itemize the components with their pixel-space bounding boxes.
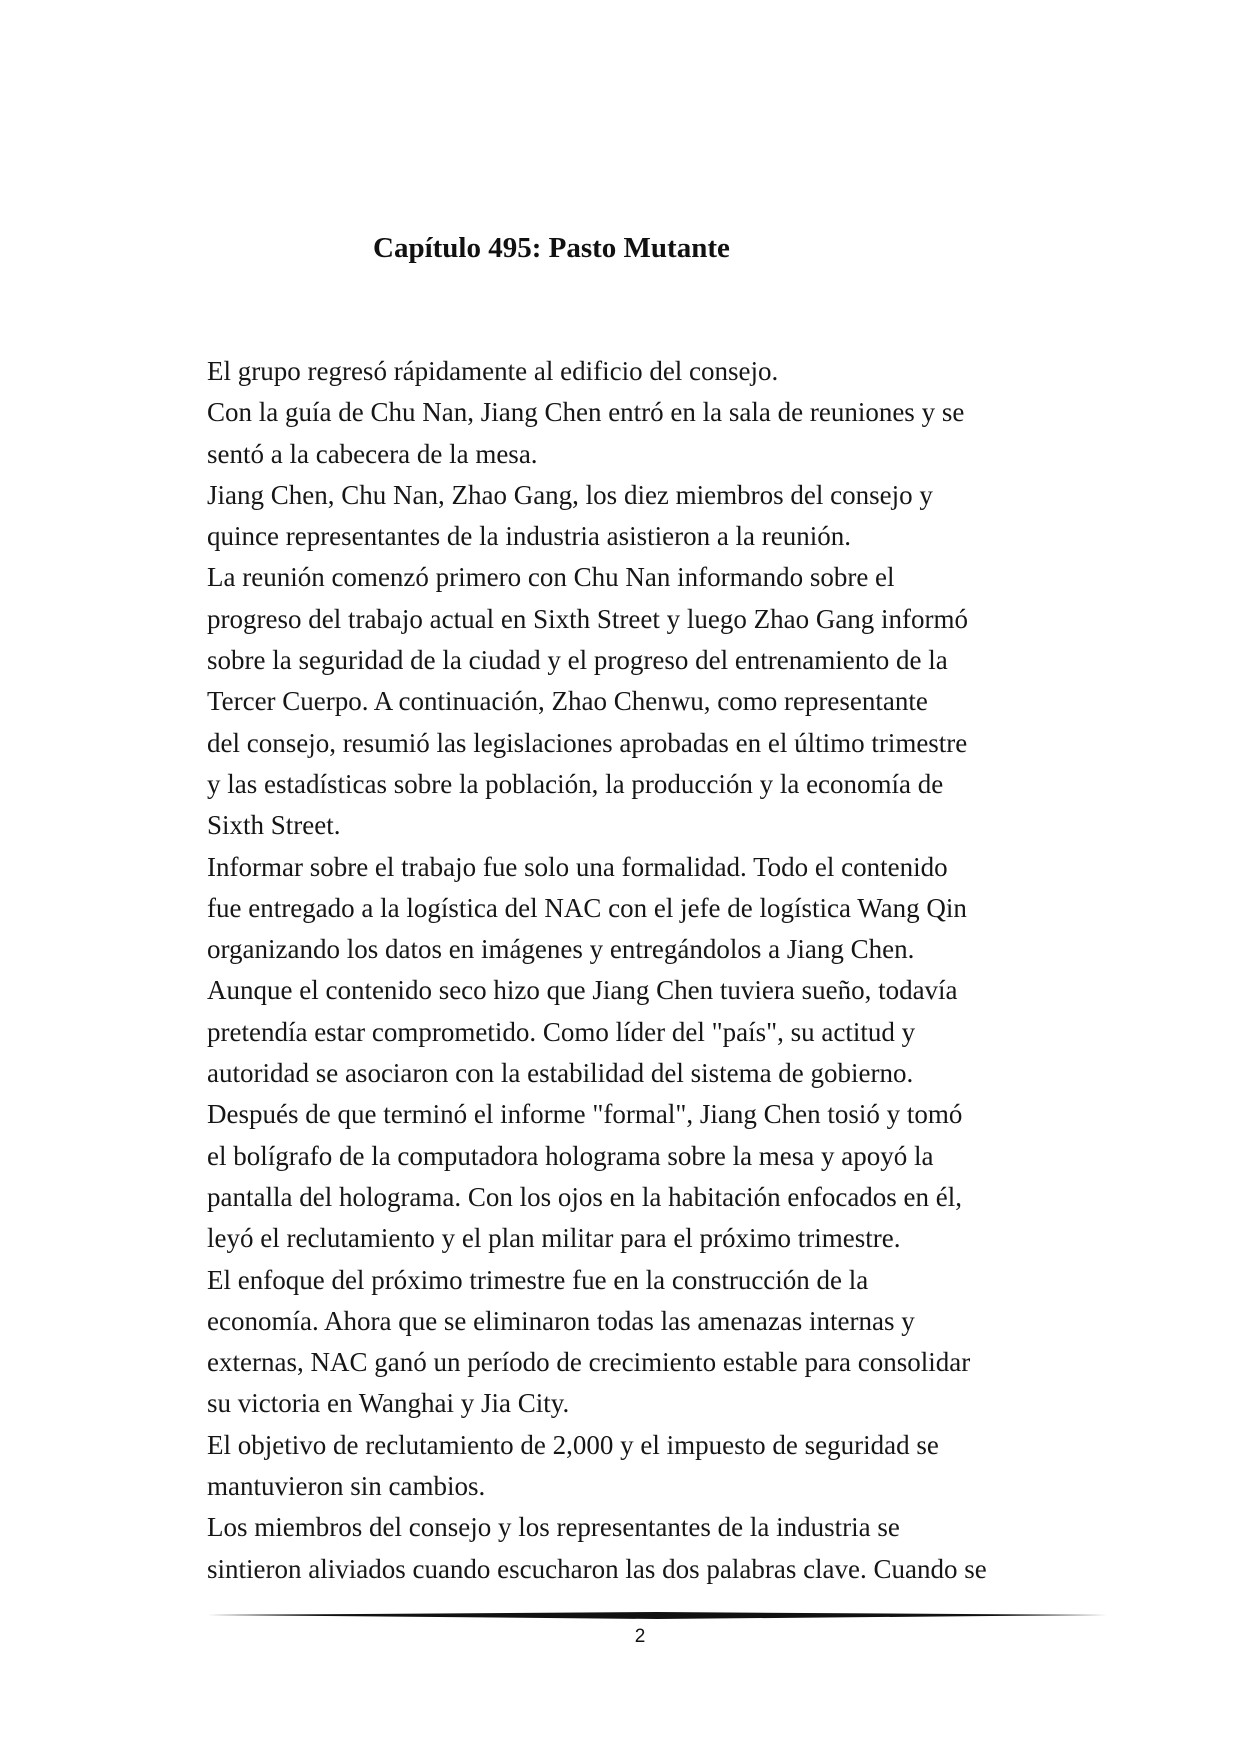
text-line: del consejo, resumió las legislaciones aprobadas en el último trimestre [207,727,968,758]
text-line: Sixth Street. [207,810,341,841]
text-line: mantuvieron sin cambios. [207,1471,486,1502]
body-text [207,351,1087,1590]
text-line: Tercer Cuerpo. A continuación, Zhao Chenwu, como representante [207,686,928,717]
text-line: quince representantes de la industria asistieron a la reunión. [207,521,852,552]
text-line: El enfoque del próximo trimestre fue en la construcción de la [207,1264,869,1295]
text-line: economía. Ahora que se eliminaron todas las amenazas internas y [207,1305,915,1336]
text-line: Aunque el contenido seco hizo que Jiang Chen tuviera sueño, todavía [207,975,958,1006]
text-line: La reunión comenzó primero con Chu Nan informando sobre el [207,562,895,593]
text-line: Después de que terminó el informe "formal", Jiang Chen tosió y tomó [207,1099,963,1130]
text-line: Con la guía de Chu Nan, Jiang Chen entró en la sala de reuniones y se [207,397,965,428]
text-line: leyó el reclutamiento y el plan militar para el próximo trimestre. [207,1223,901,1254]
text-line: sintieron aliviados cuando escucharon las dos palabras clave. Cuando se [207,1553,987,1584]
chapter-title: Capítulo 495: Pasto Mutante [373,232,730,264]
footer-rule [207,1611,1107,1621]
text-line: Informar sobre el trabajo fue solo una formalidad. Todo el contenido [207,851,948,882]
text-line: y las estadísticas sobre la población, la producción y la economía de [207,768,944,799]
text-line: progreso del trabajo actual en Sixth Street y luego Zhao Gang informó [207,603,969,634]
text-line: su victoria en Wanghai y Jia City. [207,1388,570,1419]
text-line: el bolígrafo de la computadora holograma sobre la mesa y apoyó la [207,1140,934,1171]
footer-rule-stroke [207,1612,1107,1619]
text-line: pantalla del holograma. Con los ojos en la habitación enfocados en él, [207,1181,963,1212]
text-line: Los miembros del consejo y los representantes de la industria se [207,1512,900,1543]
page-number: 2 [634,1626,646,1647]
text-line: sobre la seguridad de la ciudad y el progreso del entrenamiento de la [207,645,948,676]
text-line: sentó a la cabecera de la mesa. [207,438,538,469]
text-line: fue entregado a la logística del NAC con el jefe de logística Wang Qin [207,892,967,923]
text-line: autoridad se asociaron con la estabilidad del sistema de gobierno. [207,1058,914,1089]
text-line: externas, NAC ganó un período de crecimiento estable para consolidar [207,1347,971,1378]
text-line: organizando los datos en imágenes y entregándolos a Jiang Chen. [207,934,915,965]
text-line: El objetivo de reclutamiento de 2,000 y el impuesto de seguridad se [207,1429,939,1460]
text-line: El grupo regresó rápidamente al edificio del consejo. [207,356,779,386]
text-line: Jiang Chen, Chu Nan, Zhao Gang, los diez miembros del consejo y [207,479,933,510]
text-line: pretendía estar comprometido. Como líder del "país", su actitud y [207,1016,916,1047]
